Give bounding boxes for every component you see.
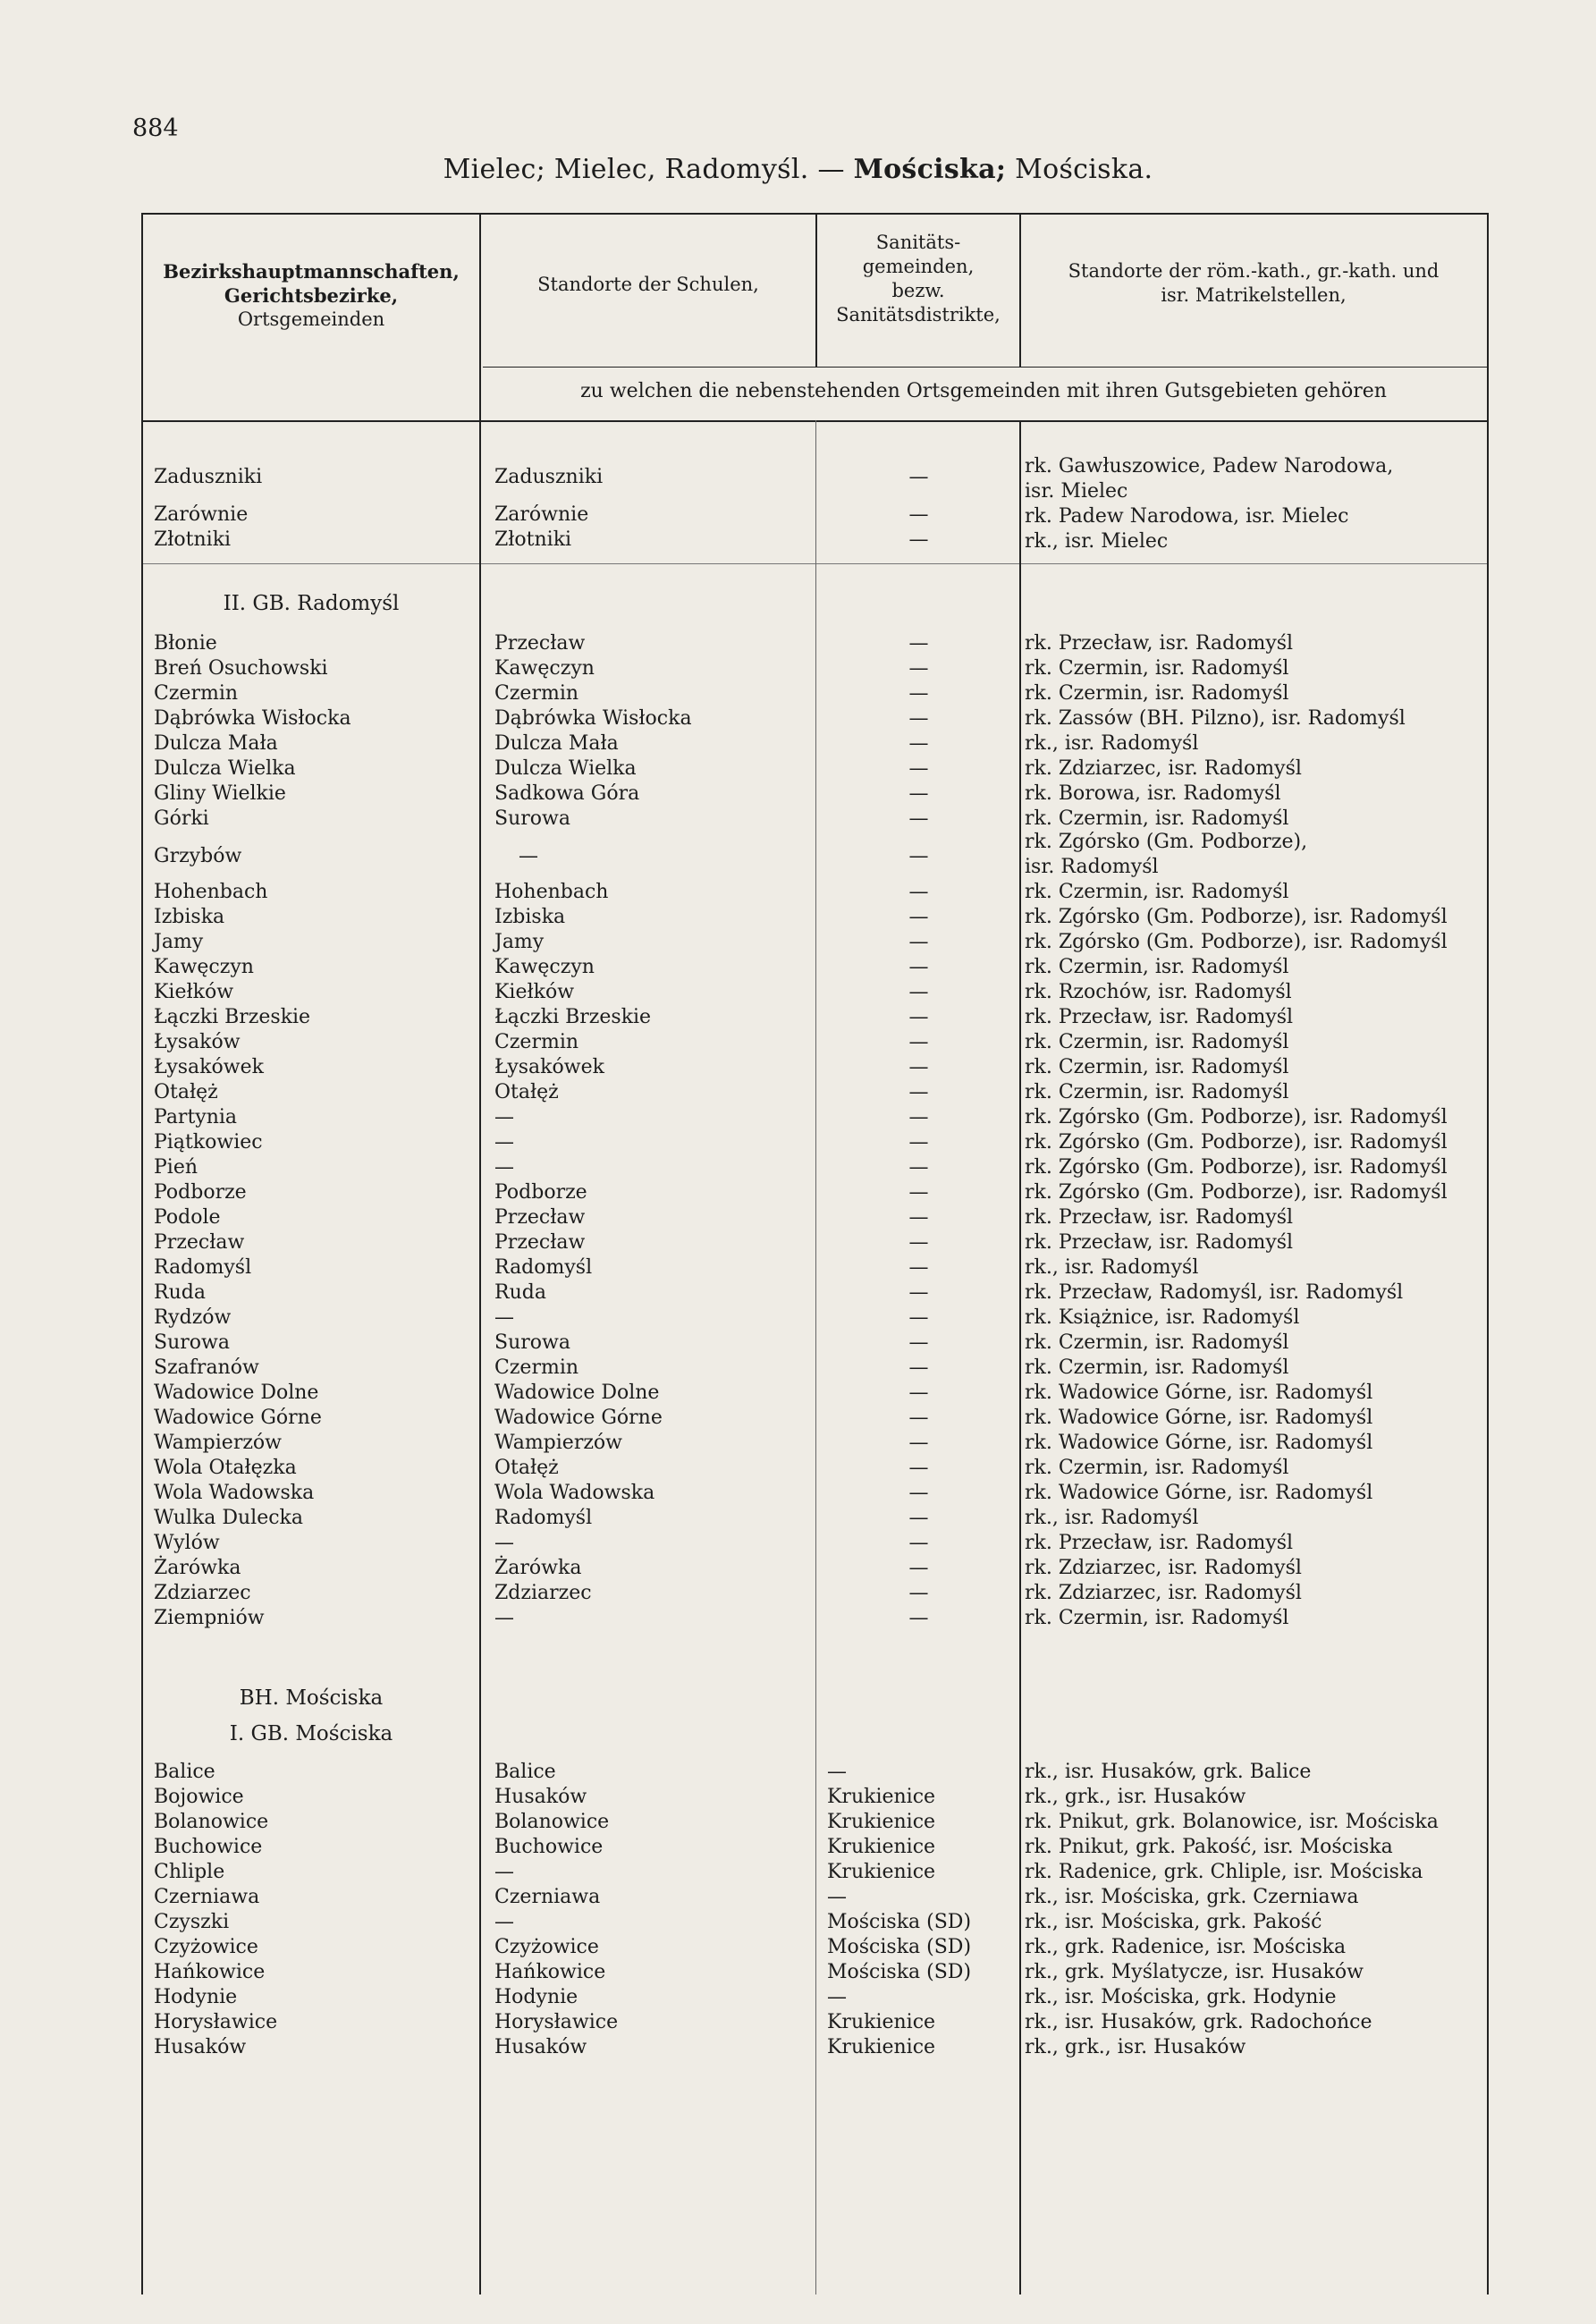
mosciska-gemeinden	[154, 1760, 277, 2060]
matrikel: rk., grk., isr. Husaków	[1025, 1786, 1246, 1808]
sanitaet: —	[908, 1607, 929, 1629]
matrikel: rk. Przecław, isr. Radomyśl	[1025, 1231, 1294, 1254]
sanitaet: —	[827, 1761, 847, 1783]
running-head-right: Mościska.	[1015, 154, 1153, 185]
gemeinde: Surowa	[154, 1331, 230, 1354]
grzybow-schule-col	[519, 844, 538, 869]
gemeinde: Wadowice Górne	[154, 1407, 322, 1429]
matrikel: rk. Zgórsko (Gm. Podborze), isr. Radomyśl	[1025, 1181, 1448, 1204]
header-col4	[1021, 259, 1486, 308]
gemeinde: Złotniki	[154, 528, 232, 551]
matrikel: rk. Zgórsko (Gm. Podborze), isr. Radomyśl	[1025, 1131, 1448, 1154]
matrikel: rk. Czermin, isr. Radomyśl	[1025, 807, 1289, 830]
gemeinde: Wola Otałęzka	[154, 1457, 297, 1479]
matrikel: rk. Przecław, Radomyśl, isr. Radomyśl	[1025, 1281, 1404, 1304]
matrikel: rk. Zassów (BH. Pilzno), isr. Radomyśl	[1025, 707, 1406, 730]
schule: —	[494, 1607, 514, 1629]
gemeinde: Radomyśl	[154, 1256, 252, 1279]
schule: Przecław	[494, 1231, 586, 1254]
sanitaet: —	[908, 1482, 929, 1504]
mosciska-sanitaet	[827, 1760, 1028, 2060]
sanitaet: —	[908, 632, 929, 655]
sanitaet: —	[908, 1507, 929, 1529]
matrikel: rk. Borowa, isr. Radomyśl	[1025, 782, 1281, 805]
matrikel: rk., isr. Husaków, grk. Radochońce	[1025, 2011, 1372, 2033]
gemeinde: Czyżowice	[154, 1936, 258, 1958]
sanitaet: —	[908, 1407, 929, 1429]
schule: Kawęczyn	[494, 956, 595, 978]
schule: Łączki Brzeskie	[494, 1006, 652, 1028]
matrikel: rk., grk. Myślatycze, isr. Husaków	[1025, 1961, 1364, 1983]
schule: —	[494, 1306, 514, 1329]
schule: Horysławice	[494, 2011, 619, 2033]
block1-bottom-rule	[141, 563, 1487, 564]
schule: —	[494, 1156, 514, 1179]
gemeinde: Błonie	[154, 632, 217, 655]
gemeinde: Łysakówek	[154, 1056, 264, 1078]
schule: Radomyśl	[494, 1507, 593, 1529]
schule: Surowa	[494, 1331, 570, 1354]
schule: Hańkowice	[494, 1961, 606, 1983]
sanitaet: —	[908, 1181, 929, 1204]
mosciska-matrikel	[1025, 1760, 1439, 2060]
grzybow-gemeinde-col	[154, 844, 241, 869]
sanitaet: —	[908, 845, 929, 867]
gemeinde: Zdziarzec	[154, 1582, 251, 1604]
schule: Surowa	[494, 807, 570, 830]
gemeinde: Husaków	[154, 2036, 247, 2058]
matrikel: rk., isr. Mościska, grk. Pakość	[1025, 1911, 1322, 1933]
sanitaet: —	[908, 503, 929, 526]
gemeinde: Chliple	[154, 1861, 225, 1883]
header-col2-text: Standorte der Schulen,	[537, 274, 759, 295]
gemeinde: Dulcza Wielka	[154, 757, 296, 780]
matrikel: rk. Zgórsko (Gm. Podborze), isr. Radomyśl	[1025, 906, 1448, 928]
section-title-gb: I. GB. Mościska	[229, 1722, 393, 1745]
sanitaet: —	[908, 1457, 929, 1479]
sanitaet: —	[827, 1886, 847, 1908]
gemeinde: Buchowice	[154, 1836, 263, 1858]
schule: Zdziarzec	[494, 1582, 592, 1604]
sanitaet: —	[908, 466, 929, 488]
gemeinde: Ziempniów	[154, 1607, 265, 1629]
running-head-left: Mielec; Mielec, Radomyśl. —	[443, 154, 845, 185]
sanitaet: —	[908, 1557, 929, 1579]
gemeinde: Piątkowiec	[154, 1131, 263, 1154]
sanitaet: —	[908, 528, 929, 551]
schule: Dulcza Mała	[494, 732, 619, 755]
sanitaet: —	[908, 981, 929, 1003]
running-head	[0, 154, 1596, 185]
schule: —	[494, 1131, 514, 1154]
schule: Łysakówek	[494, 1056, 604, 1078]
matrikel: rk. Przecław, isr. Radomyśl	[1025, 632, 1294, 655]
matrikel: rk. Czermin, isr. Radomyśl	[1025, 1331, 1289, 1354]
schule: Bolanowice	[494, 1811, 610, 1833]
gemeinde: Wylów	[154, 1532, 220, 1554]
matrikel: rk., isr. Husaków, grk. Balice	[1025, 1761, 1312, 1783]
matrikel: rk. Zdziarzec, isr. Radomyśl	[1025, 1557, 1302, 1579]
frame-top	[141, 213, 1487, 215]
matrikel: rk. Pnikut, grk. Pakość, isr. Mościska	[1025, 1836, 1393, 1858]
sanitaet: —	[908, 807, 929, 830]
gemeinde: Grzybów	[154, 845, 242, 867]
schule: Czermin	[494, 682, 579, 705]
header-col4-line1: Standorte der röm.-kath., gr.-kath. und	[1068, 260, 1440, 282]
header-col2	[483, 273, 814, 297]
matrikel: rk., grk., isr. Husaków	[1025, 2036, 1246, 2058]
gemeinde: Hodynie	[154, 1986, 238, 2008]
matrikel: rk. Rzochów, isr. Radomyśl	[1025, 981, 1292, 1003]
sanitaet: Mościska (SD)	[827, 1911, 972, 1933]
header-col3-line4: Sanitätsdistrikte,	[836, 304, 1001, 325]
section-title-radomysl: II. GB. Radomyśl	[223, 592, 400, 615]
gemeinde: Przecław	[154, 1231, 245, 1254]
sanitaet: Krukienice	[827, 1861, 936, 1883]
matrikel: rk. Czermin, isr. Radomyśl	[1025, 682, 1289, 705]
schule: Wola Wadowska	[494, 1482, 655, 1504]
sanitaet: Mościska (SD)	[827, 1936, 972, 1958]
sanitaet: —	[908, 1056, 929, 1078]
grzybow-matrikel-col	[1025, 830, 1307, 880]
matrikel: rk. Radenice, grk. Chliple, isr. Mościska	[1025, 1861, 1423, 1883]
matrikel: rk. Padew Narodowa, isr. Mielec	[1025, 505, 1349, 528]
sanitaet: Krukienice	[827, 1836, 936, 1858]
sanitaet: Krukienice	[827, 1786, 936, 1808]
radomysl-a-gemeinden	[154, 631, 351, 832]
schule: Husaków	[494, 2036, 587, 2058]
page-number: 884	[132, 114, 179, 142]
sanitaet: —	[908, 1031, 929, 1053]
header-col3-line1: Sanitäts-	[875, 232, 961, 253]
sanitaet: —	[908, 682, 929, 705]
sanitaet: —	[908, 1256, 929, 1279]
matrikel: rk. Książnice, isr. Radomyśl	[1025, 1306, 1300, 1329]
matrikel: rk. Czermin, isr. Radomyśl	[1025, 1081, 1289, 1103]
gemeinde: Bolanowice	[154, 1811, 269, 1833]
header-col3-line2: gemeinden,	[862, 256, 975, 277]
header-col1-line3: Ortsgemeinden	[237, 308, 385, 330]
schule: Przecław	[494, 632, 586, 655]
running-head-bold: Mościska;	[853, 154, 1007, 185]
schule: Podborze	[494, 1181, 587, 1204]
header-col1-line1: Bezirkshauptmannschaften,	[163, 260, 460, 283]
matrikel: rk. Pnikut, grk. Bolanowice, isr. Mościska	[1025, 1811, 1439, 1833]
gemeinde: Gliny Wielkie	[154, 782, 286, 805]
gemeinde: Łysaków	[154, 1031, 241, 1053]
sanitaet: —	[908, 757, 929, 780]
sanitaet: —	[908, 1006, 929, 1028]
matrikel: rk., isr. Radomyśl	[1025, 732, 1199, 755]
gemeinde: Wadowice Dolne	[154, 1382, 319, 1404]
sanitaet: —	[908, 881, 929, 903]
schule: Wadowice Dolne	[494, 1382, 660, 1404]
matrikel: rk. Czermin, isr. Radomyśl	[1025, 956, 1289, 978]
gemeinde: Podborze	[154, 1181, 247, 1204]
gemeinde: Breń Osuchowski	[154, 657, 328, 680]
schule: Dulcza Wielka	[494, 757, 637, 780]
matrikel: rk. Wadowice Górne, isr. Radomyśl	[1025, 1407, 1373, 1429]
schule: Kiełków	[494, 981, 575, 1003]
schule: Balice	[494, 1761, 556, 1783]
gemeinde: Żarówka	[154, 1557, 241, 1579]
matrikel: rk. Czermin, isr. Radomyśl	[1025, 1031, 1289, 1053]
matrikel: rk. Zgórsko (Gm. Podborze),	[1025, 831, 1308, 853]
matrikel: rk. Zdziarzec, isr. Radomyśl	[1025, 757, 1302, 780]
gemeinde: Dulcza Mała	[154, 732, 278, 755]
header-col4-line2: isr. Matrikelstellen,	[1161, 284, 1347, 306]
block1-matrikel	[1025, 454, 1393, 554]
matrikel: rk. Czermin, isr. Radomyśl	[1025, 1056, 1289, 1078]
schule: Wampierzów	[494, 1432, 622, 1454]
sanitaet: Mościska (SD)	[827, 1961, 972, 1983]
sanitaet: Krukienice	[827, 1811, 936, 1833]
schule: Przecław	[494, 1206, 586, 1229]
sanitaet: —	[908, 1432, 929, 1454]
matrikel: rk., isr. Mielec	[1025, 530, 1169, 553]
col-divider-1	[479, 213, 481, 2294]
gemeinde: Łączki Brzeskie	[154, 1006, 311, 1028]
schule: Czyżowice	[494, 1936, 599, 1958]
gemeinde: Bojowice	[154, 1786, 244, 1808]
subheader-rule	[483, 367, 1487, 368]
sanitaet: —	[908, 1356, 929, 1379]
schule: Dąbrówka Wisłocka	[494, 707, 692, 730]
gemeinde: Balice	[154, 1761, 215, 1783]
sanitaet: —	[908, 1206, 929, 1229]
sanitaet: —	[908, 1231, 929, 1254]
matrikel: rk. Zgórsko (Gm. Podborze), isr. Radomyśl	[1025, 1156, 1448, 1179]
matrikel: isr. Mielec	[1025, 480, 1128, 503]
schule: Husaków	[494, 1786, 587, 1808]
gemeinde: Szafranów	[154, 1356, 259, 1379]
gemeinde: Kawęczyn	[154, 956, 254, 978]
gemeinde: Zarównie	[154, 503, 249, 526]
sanitaet: —	[908, 1281, 929, 1304]
sanitaet: —	[908, 782, 929, 805]
schule: —	[519, 845, 538, 867]
radomysl-b-sanitaet	[818, 880, 1019, 1631]
gemeinde: Kiełków	[154, 981, 234, 1003]
frame-left	[141, 213, 143, 2294]
matrikel: rk. Przecław, isr. Radomyśl	[1025, 1006, 1294, 1028]
schule: Kawęczyn	[494, 657, 595, 680]
sanitaet: —	[908, 1156, 929, 1179]
schule: Sadkowa Góra	[494, 782, 640, 805]
sanitaet: —	[908, 906, 929, 928]
sanitaet: —	[908, 1081, 929, 1103]
schule: —	[494, 1861, 514, 1883]
schule: Jamy	[494, 931, 545, 953]
schule: Złotniki	[494, 528, 572, 551]
gemeinde: Jamy	[154, 931, 204, 953]
sanitaet: —	[908, 1382, 929, 1404]
matrikel: rk. Czermin, isr. Radomyśl	[1025, 1356, 1289, 1379]
schule: Zarównie	[494, 503, 589, 526]
header-col3	[817, 231, 1019, 327]
matrikel: rk. Zdziarzec, isr. Radomyśl	[1025, 1582, 1302, 1604]
gemeinde: Otałęż	[154, 1081, 218, 1103]
gemeinde: Horysławice	[154, 2011, 278, 2033]
schule: Hohenbach	[494, 881, 609, 903]
sanitaet: —	[908, 956, 929, 978]
schule: Ruda	[494, 1281, 546, 1304]
sanitaet: —	[908, 657, 929, 680]
matrikel: rk. Czermin, isr. Radomyśl	[1025, 1607, 1289, 1629]
gemeinde: Ruda	[154, 1281, 206, 1304]
gemeinde: Hańkowice	[154, 1961, 266, 1983]
matrikel: isr. Radomyśl	[1025, 856, 1159, 878]
sanitaet: —	[908, 1582, 929, 1604]
matrikel: rk. Zgórsko (Gm. Podborze), isr. Radomyśl	[1025, 1106, 1448, 1128]
gemeinde: Górki	[154, 807, 209, 830]
gemeinde: Partynia	[154, 1106, 238, 1128]
block1-gemeinden	[154, 465, 262, 553]
section-title-bh: BH. Mościska	[239, 1686, 384, 1710]
gemeinde: Wampierzów	[154, 1432, 282, 1454]
matrikel: rk. Zgórsko (Gm. Podborze), isr. Radomyśl	[1025, 931, 1448, 953]
schule: Zaduszniki	[494, 466, 604, 488]
sanitaet: —	[908, 732, 929, 755]
sanitaet: Krukienice	[827, 2011, 936, 2033]
radomysl-b-schulen	[494, 880, 663, 1631]
gemeinde: Czermin	[154, 682, 239, 705]
schule: Otałęż	[494, 1081, 559, 1103]
block1-schulen	[494, 465, 603, 553]
matrikel: rk., isr. Radomyśl	[1025, 1256, 1199, 1279]
col-divider-2	[815, 420, 816, 2294]
matrikel: rk. Przecław, isr. Radomyśl	[1025, 1532, 1294, 1554]
gemeinde: Wulka Dulecka	[154, 1507, 303, 1529]
sanitaet: —	[908, 1331, 929, 1354]
header-col3-line3: bezw.	[891, 280, 945, 301]
gemeinde: Izbiska	[154, 906, 225, 928]
matrikel: rk. Wadowice Górne, isr. Radomyśl	[1025, 1432, 1373, 1454]
sanitaet: —	[908, 1532, 929, 1554]
sanitaet: Krukienice	[827, 2036, 936, 2058]
schule: —	[494, 1106, 514, 1128]
schule: Wadowice Górne	[494, 1407, 663, 1429]
matrikel: rk. Przecław, isr. Radomyśl	[1025, 1206, 1294, 1229]
gemeinde: Hohenbach	[154, 881, 268, 903]
matrikel: rk., isr. Mościska, grk. Hodynie	[1025, 1986, 1337, 2008]
header-bottom-rule	[141, 420, 1487, 422]
gemeinde: Rydzów	[154, 1306, 232, 1329]
gemeinde: Dąbrówka Wisłocka	[154, 707, 351, 730]
schule: —	[494, 1532, 514, 1554]
gemeinde: Podole	[154, 1206, 221, 1229]
radomysl-a-schulen	[494, 631, 692, 832]
matrikel: rk. Wadowice Górne, isr. Radomyśl	[1025, 1482, 1373, 1504]
header-col1-line2: Gerichtsbezirke,	[224, 284, 399, 307]
gemeinde: Zaduszniki	[154, 466, 263, 488]
schule: Hodynie	[494, 1986, 578, 2008]
sanitaet: —	[908, 1306, 929, 1329]
sanitaet: —	[908, 707, 929, 730]
block1-sanitaet	[818, 465, 1019, 553]
sanitaet: —	[827, 1986, 847, 2008]
sanitaet: —	[908, 1106, 929, 1128]
schule: Żarówka	[494, 1557, 582, 1579]
grzybow-sanitaet-col	[818, 844, 1019, 869]
gemeinde: Wola Wadowska	[154, 1482, 315, 1504]
gemeinde: Czerniawa	[154, 1886, 260, 1908]
schule: Czerniawa	[494, 1886, 601, 1908]
frame-right	[1487, 213, 1489, 2294]
sanitaet: —	[908, 931, 929, 953]
gemeinde: Pień	[154, 1156, 198, 1179]
sanitaet: —	[908, 1131, 929, 1154]
matrikel: rk. Wadowice Górne, isr. Radomyśl	[1025, 1382, 1373, 1404]
schule: Czermin	[494, 1031, 579, 1053]
matrikel: rk. Czermin, isr. Radomyśl	[1025, 657, 1289, 680]
matrikel: rk., isr. Radomyśl	[1025, 1507, 1199, 1529]
schule: Czermin	[494, 1356, 579, 1379]
radomysl-b-matrikel	[1025, 880, 1448, 1631]
schule: Otałęż	[494, 1457, 559, 1479]
schule: Buchowice	[494, 1836, 604, 1858]
schule: Izbiska	[494, 906, 566, 928]
radomysl-a-sanitaet	[818, 631, 1019, 832]
schule: Radomyśl	[494, 1256, 593, 1279]
gemeinde: Czyszki	[154, 1911, 230, 1933]
radomysl-b-gemeinden	[154, 880, 322, 1631]
matrikel: rk. Gawłuszowice, Padew Narodowa,	[1025, 455, 1394, 477]
subheader: zu welchen die nebenstehenden Ortsgemeinden mit ihren Gutsgebieten gehören	[580, 380, 1387, 402]
mosciska-schulen	[494, 1760, 618, 2060]
header-col1	[145, 259, 477, 332]
radomysl-a-matrikel	[1025, 631, 1406, 832]
matrikel: rk., isr. Mościska, grk. Czerniawa	[1025, 1886, 1359, 1908]
matrikel: rk., grk. Radenice, isr. Mościska	[1025, 1936, 1347, 1958]
schule: —	[494, 1911, 514, 1933]
matrikel: rk. Czermin, isr. Radomyśl	[1025, 1457, 1289, 1479]
matrikel: rk. Czermin, isr. Radomyśl	[1025, 881, 1289, 903]
